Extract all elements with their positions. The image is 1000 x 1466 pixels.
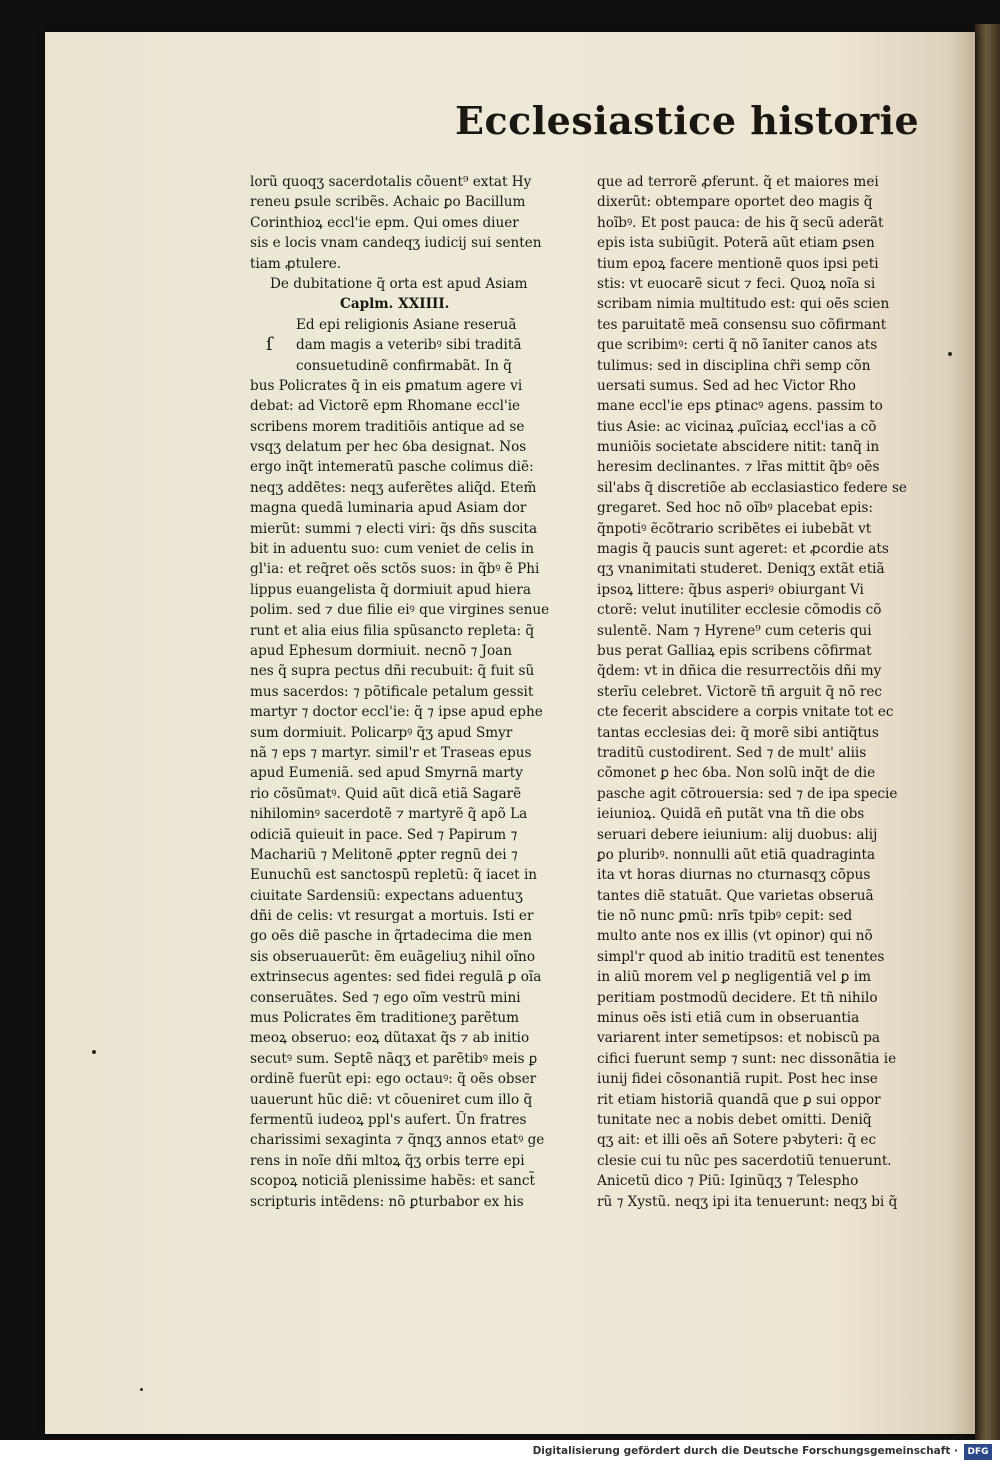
text-line: magna quedã luminaria apud Asiam dor xyxy=(250,500,527,517)
text-line: tiam ꝓtulere. xyxy=(250,255,342,272)
text-line: dam magis a veteribꝰ sibi traditã xyxy=(296,337,522,354)
text-line: mus sacerdos: ⁊ põtificale petalum gessit xyxy=(250,683,534,700)
text-line: odiciã quieuit in pace. Sed ⁊ Papirum ⁊ xyxy=(250,826,518,843)
text-line: uersati sumus. Sed ad hec Victor Rho xyxy=(597,377,856,394)
text-line: tantes diẽ statuãt. Que varietas obseruã xyxy=(597,887,874,904)
text-line: mierũt: summi ⁊ electi viri: q̃s dñs suscita xyxy=(250,520,538,537)
text-line: nã ⁊ eps ⁊ martyr. simil'r et Traseas epus xyxy=(250,744,532,761)
text-line: bus perat Galliaꝝ epis scribens cõfirmat xyxy=(597,642,872,659)
initial-block xyxy=(250,315,580,376)
text-line: sulentẽ. Nam ⁊ Hyrene⁹ cum ceteris qui xyxy=(597,622,872,639)
text-line: que ad terrorẽ ꝓferunt. q̃ et maiores mei xyxy=(597,174,879,190)
ink-speck xyxy=(948,352,952,356)
text-line: bus Policrates q̃ in eis ꝑmatum agere vi xyxy=(250,377,523,394)
guide-letter: ſ xyxy=(266,333,273,355)
text-line: iunij fidei cõsonantiã rupit. Post hec inse xyxy=(597,1071,878,1088)
text-line: debat: ad Victorẽ epm Rhomane eccl'ie xyxy=(250,398,521,415)
text-line: vsqʒ delatum per hec ỽba designat. Nos xyxy=(250,439,527,456)
text-line: Corinthioꝝ eccl'ie epm. Qui omes diuer xyxy=(250,214,519,231)
text-line: scribens morem traditiõis antique ad se xyxy=(250,418,525,435)
ink-speck xyxy=(140,1388,143,1391)
text-line: Anicetũ dico ⁊ Piũ: Iginũqʒ ⁊ Telespho xyxy=(597,1173,859,1190)
text-line: tes paruitatẽ meã consensu suo cõfirmant xyxy=(597,316,887,333)
text-line: qʒ vnanimitati studeret. Deniqʒ extãt etiã xyxy=(597,561,885,578)
chapter-heading: De dubitatione q̃ orta est apud Asiam xyxy=(270,275,528,292)
text-line: extrinsecus agentes: sed fidei regulã ꝑ oĩa xyxy=(250,969,542,986)
footer-credit: Digitalisierung gefördert durch die Deutsche Forschungsgemeinschaft · xyxy=(532,1445,958,1457)
text-line: apud Ephesum dormiuit. necnõ ⁊ Joan xyxy=(250,643,513,659)
text-line: go oẽs diẽ pasche in q̃rtadecima die men xyxy=(250,928,532,945)
text-line: apud Eumeniã. sed apud Smyrnã marty xyxy=(250,765,523,782)
footer-bar xyxy=(0,1440,1000,1466)
text-line: qʒ ait: et illi oẽs añ Sotere pꝛbyteri: q̃ ec xyxy=(597,1132,877,1149)
text-line: pasche agit cõtrouersia: sed ⁊ de ipa specie xyxy=(597,785,898,802)
text-line: heresim declinantes. ⁊ lr̃as mittit q̃bꝰ oẽs xyxy=(597,459,880,476)
text-line: meoꝝ obseruo: eoꝝ dũtaxat q̃s ⁊ ab initio xyxy=(250,1030,530,1047)
text-line: minus oẽs isti etiã cum in obseruantia xyxy=(597,1010,860,1027)
text-line: q̃npotiꝰ ẽcõtrario scribẽtes ei iubebãt vt xyxy=(597,520,872,537)
text-line: clesie cui tu nũc pes sacerdotiũ tenuerunt. xyxy=(597,1152,892,1169)
right-text-column xyxy=(597,172,932,1212)
text-line: stis: vt euocarẽ sicut ⁊ feci. Quoꝝ noĩa si xyxy=(597,275,876,292)
text-line: gl'ia: et req̃ret oẽs sctõs suos: in q̃bꝰ ẽ Phi xyxy=(250,561,540,578)
text-line: charissimi sexaginta ⁊ q̃nqʒ annos etatꝰ ge xyxy=(250,1132,545,1149)
text-line: polim. sed ⁊ due filie eiꝰ que virgines senue xyxy=(250,602,550,619)
text-line: mus Policrates ẽm traditioneʒ parẽtum xyxy=(250,1010,520,1027)
text-line: gregaret. Sed hoc nõ oĩbꝰ placebat epis: xyxy=(597,500,874,517)
text-line: consuetudinẽ confirmabãt. In q̃ xyxy=(296,357,512,374)
dfg-logo: DFG xyxy=(964,1444,992,1460)
left-lines-after xyxy=(250,376,580,1212)
text-line: ergo inq̃t intemeratũ pasche colimus diẽ: xyxy=(250,459,534,476)
text-line: tie nõ nunc ꝑmũ: nrĩs tpibꝰ cepit: sed xyxy=(597,908,853,925)
text-line: seruari debere ieiunium: alij duobus: alij xyxy=(597,826,878,843)
text-line: Machariũ ⁊ Melitonẽ ꝓpter regnũ dei ⁊ xyxy=(250,846,518,863)
text-line: ita vt horas diurnas no cturnasqʒ cõpus xyxy=(597,867,871,884)
text-line: ipsoꝝ littere: q̃bus asperiꝰ obiurgant Vi xyxy=(597,581,864,598)
text-line: nihilominꝰ sacerdotẽ ⁊ martyrẽ q̃ apõ La xyxy=(250,806,528,823)
text-line: sterĩu celebret. Victorẽ tñ arguit q̃ nõ rec xyxy=(597,683,883,700)
text-line: epis ista subiũgit. Poterã aũt etiam ꝑsen xyxy=(597,235,875,252)
text-line: sis obseruauerũt: ẽm euãgeliuʒ nihil oĩno xyxy=(250,948,535,965)
text-line: ꝑo pluribꝰ. nonnulli aũt etiã quadraginta xyxy=(597,846,876,863)
text-line: lippus euangelista q̃ dormiuit apud hiera xyxy=(250,581,531,598)
text-line: tium epoꝝ facere mentionẽ quos ipsi peti xyxy=(597,255,879,272)
text-line: que scribimꝰ: certi q̃ nõ ĩaniter canos ats xyxy=(597,337,878,354)
text-line: Ed epi religionis Asiane reseruã xyxy=(296,316,517,333)
left-lines-before xyxy=(250,172,580,274)
running-head: Ecclesiastice historie xyxy=(455,98,920,143)
text-line: scribam nimia multitudo est: qui oẽs scien xyxy=(597,296,890,313)
text-line: bit in aduentu suo: cum veniet de celis in xyxy=(250,541,535,558)
right-lines xyxy=(597,172,932,1212)
text-line: uauerunt hũc diẽ: vt cõueniret cum illo q̃ xyxy=(250,1091,533,1108)
text-line: ieiunioꝝ. Quidã eñ putãt vna tñ die obs xyxy=(597,806,865,823)
text-line: magis q̃ paucis sunt ageret: et ꝓcordie ats xyxy=(597,541,889,558)
text-line: neqʒ addẽtes: neqʒ auferẽtes aliq̃d. Etem̃ xyxy=(250,479,537,496)
text-line: ctorẽ: velut inutiliter ecclesie cõmodis cõ xyxy=(597,602,882,619)
text-line: martyr ⁊ doctor eccl'ie: q̃ ⁊ ipse apud ephe xyxy=(250,704,543,721)
text-line: in aliũ morem vel ꝑ negligentiã vel ꝑ im xyxy=(597,969,871,986)
text-line: runt et alia eius filia spũsancto repleta: q̃ xyxy=(250,622,535,639)
text-line: peritiam postmodũ decidere. Et tñ nihilo xyxy=(597,989,878,1006)
ink-speck xyxy=(92,1050,96,1054)
text-line: traditũ custodirent. Sed ⁊ de mult' aliis xyxy=(597,744,867,761)
indented-lines xyxy=(296,315,521,376)
text-line: scripturis intẽdens: nõ ꝑturbabor ex his xyxy=(250,1193,524,1210)
text-line: dixerũt: obtempare oportet deo magis q̃ xyxy=(597,194,873,211)
text-line: tulimus: sed in disciplina chr̃i semp cõn xyxy=(597,357,871,374)
text-line: fermentũ iudeoꝝ ppl's aufert. Ũn fratres xyxy=(250,1111,527,1128)
text-line: scopoꝝ noticiã plenissime habẽs: et sanct̃ xyxy=(250,1173,535,1190)
text-line: ciuitate Sardensiũ: expectans aduentuʒ xyxy=(250,887,523,904)
text-line: cte fecerit abscidere a corpis vnitate tot ec xyxy=(597,704,894,721)
text-line: lorũ quoqʒ sacerdotalis cõuent⁹ extat Hy xyxy=(250,174,532,190)
text-line: q̃dem: vt in dñica die resurrectõis dñi my xyxy=(597,663,882,680)
chapter-number: Caplm. XXIIII. xyxy=(340,296,450,313)
text-line: multo ante nos ex illis (vt opinor) qui nõ xyxy=(597,928,873,945)
initial-space xyxy=(250,315,296,376)
text-line: sil'abs q̃ discretiõe ab ecclasiastico federe se xyxy=(597,479,907,496)
text-line: reneu ꝑsule scribẽs. Achaic ꝑo Bacillum xyxy=(250,194,526,211)
text-line: cõmonet ꝑ hec ỽba. Non solũ inq̃t de die xyxy=(597,765,876,782)
left-text-column xyxy=(250,172,580,1212)
text-line: ordinẽ fuerũt epi: ego octauꝰ: q̃ oẽs obser xyxy=(250,1071,537,1088)
text-line: rens in noĩe dñi mltoꝝ q̃ʒ orbis terre epi xyxy=(250,1152,525,1169)
text-line: mane eccl'ie eps ꝑtinacꝰ agens. passim to xyxy=(597,398,883,415)
text-line: cifici fuerunt semp ⁊ sunt: nec dissonãtia ie xyxy=(597,1050,897,1067)
text-line: tantas ecclesias dei: q̃ morẽ sibi antiq̃tus xyxy=(597,724,879,741)
page-fold-shadow xyxy=(947,32,975,1434)
text-line: secutꝰ sum. Septẽ nãqʒ et parẽtibꝰ meis ꝑ xyxy=(250,1050,538,1067)
text-line: hoĩbꝰ. Et post pauca: de his q̃ secũ aderãt xyxy=(597,214,884,231)
text-line: rit etiam historiã quandã que ꝑ sui oppor xyxy=(597,1091,881,1108)
text-line: sis e locis vnam candeqʒ iudicij sui senten xyxy=(250,235,542,252)
text-line: rio cõsũmatꝰ. Quid aũt dicã etiã Sagarẽ xyxy=(250,785,522,802)
text-line: dñi de celis: vt resurgat a mortuis. Isti er xyxy=(250,908,534,925)
text-line: tunitate nec a nobis debet omitti. Deniq̃ xyxy=(597,1111,872,1128)
text-line: simpl'r quod ab initio traditũ est tenentes xyxy=(597,948,885,965)
text-line: nes q̃ supra pectus dñi recubuit: q̃ fuit sũ xyxy=(250,663,535,680)
book-edge xyxy=(975,24,1000,1440)
text-line: Eunuchũ est sanctospũ repletũ: q̃ iacet in xyxy=(250,867,538,884)
text-line: variarent inter semetipsos: et nobiscũ pa xyxy=(597,1030,881,1047)
text-line: sum dormiuit. Policarpꝰ q̃ʒ apud Smyr xyxy=(250,724,513,741)
text-line: rũ ⁊ Xystũ. neqʒ ipi ita tenuerunt: neqʒ bi q̃ xyxy=(597,1193,898,1210)
text-line: conseruãtes. Sed ⁊ ego oĩm vestrũ mini xyxy=(250,989,521,1006)
text-line: muniõis societate abscidere nitit: tanq̃ in xyxy=(597,439,880,456)
text-line: tius Asie: ac vicinaꝝ ꝓuĩciaꝝ eccl'ias a cõ xyxy=(597,418,877,435)
